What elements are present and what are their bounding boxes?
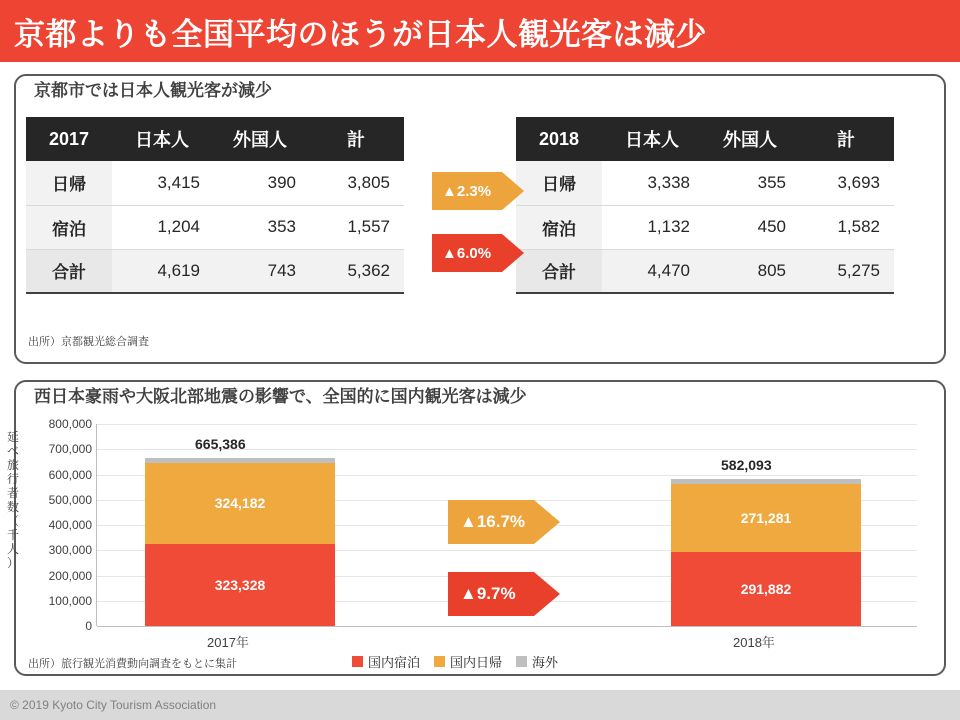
bar-segment-domestic-overnight: [145, 544, 335, 626]
source-note-bottom: 出所）旅行観光消費動向調査をもとに集計: [28, 658, 237, 670]
chart-y-axis-title: 延 べ 旅 行 者 数 （ 千 人 ）: [6, 430, 19, 570]
table-2017-col-foreign: 外国人: [212, 117, 308, 161]
arrow-badge-daytrip-national-change: [448, 500, 560, 544]
y-tick: 600,000: [48, 467, 92, 482]
x-axis-label-2018: 2018年: [733, 635, 775, 650]
cell-total: 1,582: [837, 217, 880, 236]
table-row-total: [26, 249, 404, 293]
table-row: [516, 161, 894, 205]
cell-foreign: 390: [267, 172, 296, 192]
bar-segment-label: 271,281: [740, 510, 792, 527]
row-label: 合計: [516, 249, 602, 293]
bar-2017: [145, 458, 335, 626]
row-label: 宿泊: [516, 205, 602, 249]
cell-japanese: 4,470: [602, 249, 702, 293]
arrow-badge-daytrip-change: [432, 172, 524, 210]
arrow-head-icon: [534, 500, 560, 544]
chart-y-axis-labels: [26, 417, 92, 633]
table-2017: [26, 117, 404, 294]
table-2017-col-total: 計: [308, 117, 404, 161]
bar-total-label-2017: 665,386: [195, 436, 246, 452]
source-note-top: 出所）京都観光総合調査: [28, 336, 149, 348]
y-tick: 400,000: [48, 518, 92, 532]
axis-baseline: [97, 626, 917, 627]
legend-label: 国内宿泊: [368, 655, 421, 670]
y-tick: 500,000: [48, 492, 92, 507]
cell-foreign: 353: [267, 217, 296, 236]
cell-total: 1,557: [347, 217, 390, 236]
arrow-label: ▲6.0%: [442, 244, 492, 262]
table-row: [516, 205, 894, 249]
table-row: [26, 161, 404, 205]
table-2018-col-year: 2018: [516, 117, 602, 161]
bar-segment-domestic-daytrip: [671, 484, 861, 553]
bar-segment-label: 323,328: [214, 577, 266, 594]
y-tick: 800,000: [48, 417, 92, 431]
bar-total-label-2018: 582,093: [721, 457, 772, 473]
arrow-label: ▲2.3%: [442, 182, 492, 200]
row-label: 宿泊: [26, 205, 112, 249]
cell-total: 3,693: [837, 172, 880, 192]
table-2018-col-total: 計: [798, 117, 894, 161]
legend-swatch-icon: [516, 656, 527, 667]
cell-japanese: 1,204: [157, 217, 200, 236]
cell-japanese: 4,619: [112, 249, 212, 293]
cell-total: 5,275: [798, 249, 894, 293]
chart-legend: [352, 652, 558, 671]
cell-foreign: 450: [757, 217, 786, 236]
footer-bar: [0, 690, 960, 720]
table-2017-col-japanese: 日本人: [112, 117, 212, 161]
table-row: [26, 205, 404, 249]
table-2018: [516, 117, 894, 294]
bar-segment-domestic-daytrip: [145, 463, 335, 545]
y-tick: 200,000: [48, 568, 92, 583]
table-2018-col-japanese: 日本人: [602, 117, 702, 161]
table-header-row: [26, 117, 404, 161]
cell-foreign: 805: [702, 249, 798, 293]
legend-label: 国内日帰: [450, 655, 503, 670]
cell-total: 5,362: [308, 249, 404, 293]
y-tick: 700,000: [48, 442, 92, 457]
table-2018-col-foreign: 外国人: [702, 117, 798, 161]
cell-total: 3,805: [347, 172, 390, 192]
cell-japanese: 1,132: [647, 217, 690, 236]
legend-swatch-icon: [352, 656, 363, 667]
row-label: 合計: [26, 249, 112, 293]
legend-item-domestic-daytrip: [434, 652, 502, 671]
bar-segment-label: 291,882: [740, 581, 792, 598]
legend-item-overseas: [516, 652, 558, 671]
table-header-row: [516, 117, 894, 161]
footer-copyright: © 2019 Kyoto City Tourism Association: [10, 698, 217, 712]
bar-2018: [671, 479, 861, 626]
arrow-head-icon: [502, 172, 524, 210]
page-title: 京都よりも全国平均のほうが日本人観光客は減少: [14, 16, 707, 52]
gridline: [97, 424, 917, 425]
page-title-banner: [0, 0, 960, 62]
cell-japanese: 3,415: [157, 172, 200, 192]
legend-swatch-icon: [434, 656, 445, 667]
row-label: 日帰: [26, 161, 112, 205]
arrow-label: ▲9.7%: [460, 584, 516, 603]
national-tourists-panel-heading: 西日本豪雨や大阪北部地震の影響で、全国的に国内観光客は減少: [26, 382, 535, 407]
table-2017-col-year: 2017: [26, 117, 112, 161]
y-tick: 0: [85, 619, 92, 633]
legend-label: 海外: [532, 655, 559, 670]
cell-foreign: 355: [757, 172, 786, 192]
row-label: 日帰: [516, 161, 602, 205]
y-tick: 100,000: [48, 593, 92, 608]
arrow-label: ▲16.7%: [460, 512, 526, 531]
table-row-total: [516, 249, 894, 293]
arrow-head-icon: [502, 234, 524, 272]
legend-item-domestic-overnight: [352, 652, 420, 671]
x-axis-label-2017: 2017年: [207, 635, 249, 650]
y-tick: 300,000: [48, 543, 92, 558]
cell-japanese: 3,338: [647, 172, 690, 192]
cell-foreign: 743: [212, 249, 308, 293]
kyoto-tourists-panel-heading: 京都市では日本人観光客が減少: [26, 76, 280, 101]
bar-segment-domestic-overnight: [671, 552, 861, 626]
arrow-badge-overnight-national-change: [448, 572, 560, 616]
arrow-head-icon: [534, 572, 560, 616]
bar-segment-label: 324,182: [214, 495, 266, 512]
arrow-badge-overnight-change: [432, 234, 524, 272]
